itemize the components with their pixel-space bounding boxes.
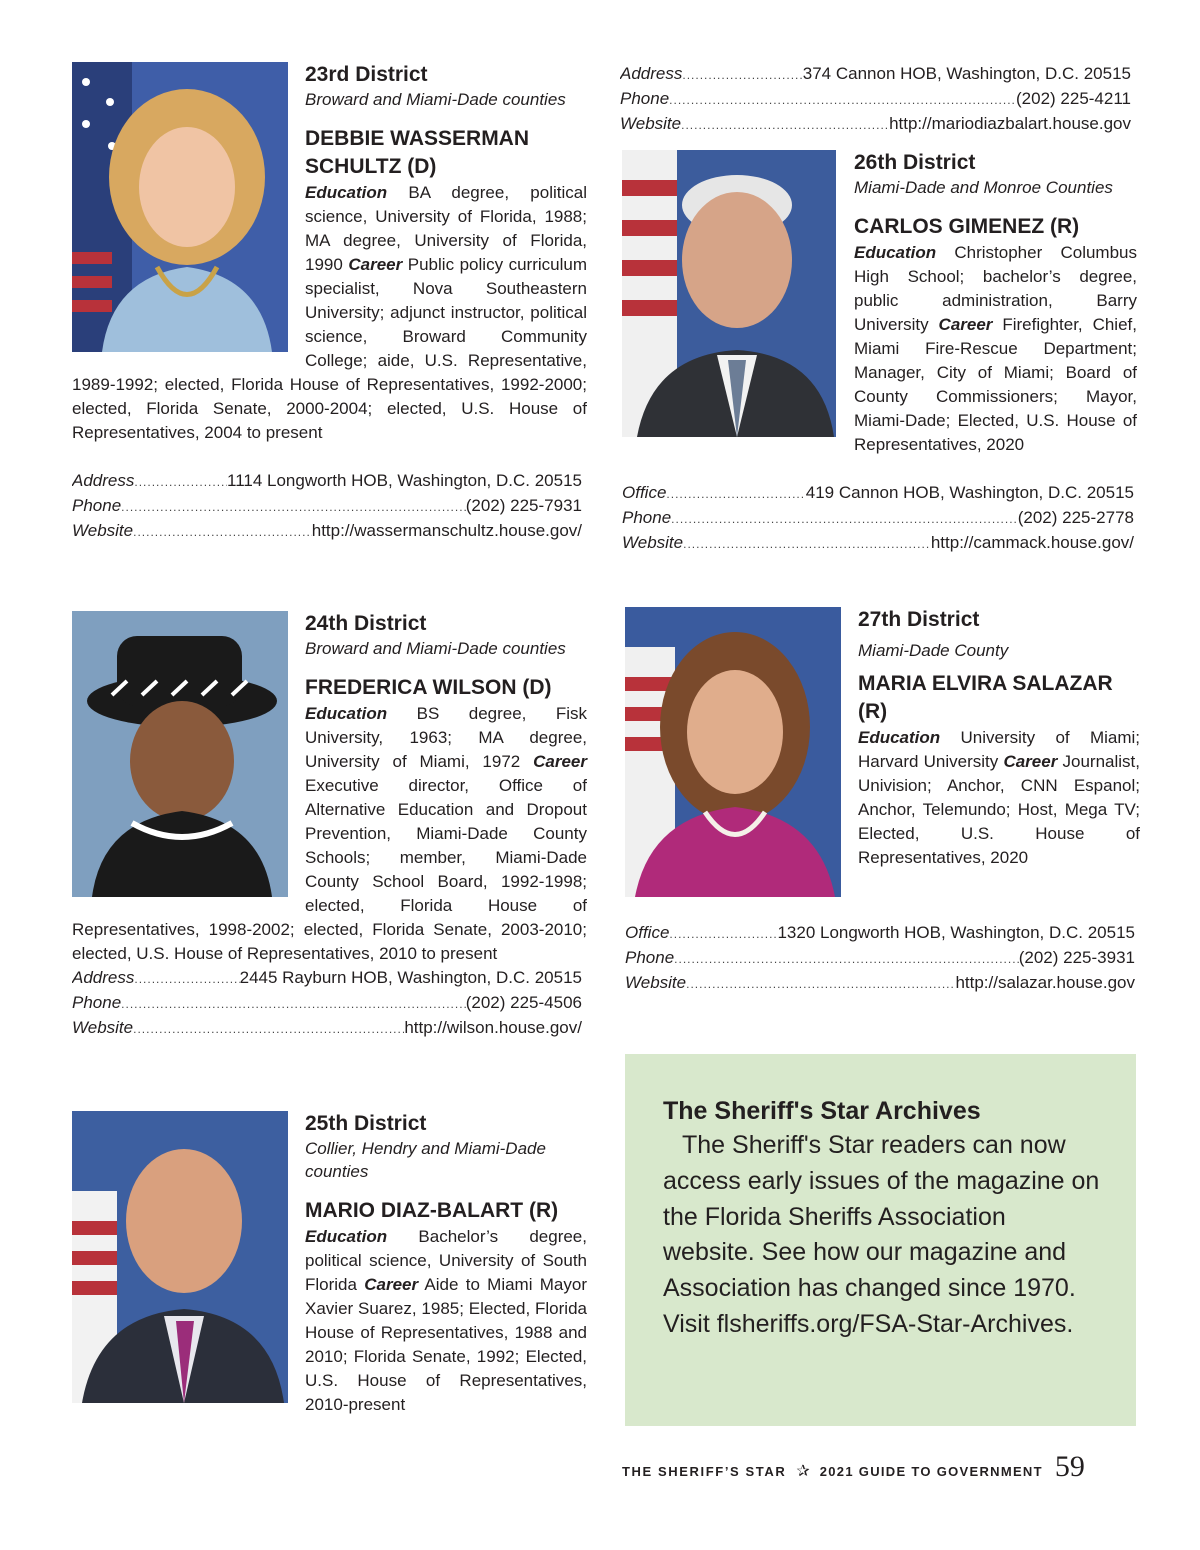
- contact-block: [625, 921, 1135, 996]
- entry-district-26: [622, 150, 1137, 556]
- archives-callout-box: [625, 1054, 1136, 1426]
- career-text: Journalist, Univision; Anchor, CNN Espanol; Anchor, Telemundo; Host, Mega TV; Elected, U.S. House of Representatives, 2020: [858, 752, 1140, 867]
- contact-website[interactable]: Website ..... http://mariodiazbalart.house.gov: [620, 112, 1131, 137]
- career-label: Career: [1003, 752, 1058, 771]
- education-label: Education: [854, 243, 937, 262]
- portrait-photo-wasserman-schultz: [72, 62, 288, 352]
- representative-name: CARLOS GIMENEZ (R): [854, 215, 1080, 238]
- district-title: 24th District: [305, 612, 427, 635]
- archives-body: The Sheriff's Star readers can now access early issues of the magazine on the Florida Sheriffs Association website. See how our magazine and Association has changed since 1970. Visit flsheriffs.org/FSA-Star-Archives.: [663, 1131, 1100, 1338]
- career-label: Career: [364, 1275, 419, 1294]
- career-label: Career: [348, 255, 403, 274]
- page-footer: [622, 1450, 1137, 1483]
- page-number: 59: [1054, 1450, 1085, 1483]
- district-counties: Broward and Miami-Dade counties: [305, 639, 566, 658]
- entry-district-24: [72, 611, 587, 1041]
- district-counties: Miami-Dade and Monroe Counties: [854, 178, 1113, 197]
- district-counties: Broward and Miami-Dade counties: [305, 90, 566, 109]
- contact-website[interactable]: Website ..... http://salazar.house.gov: [625, 971, 1135, 996]
- contact-phone: Phone ..... (202) 225-2778: [622, 506, 1134, 531]
- career-text: Firefighter, Chief, Miami Fire-Rescue Department; Manager, City of Miami; Board of County Commissioners; Mayor, Miami-Dade; Elected, U.S. House of Representatives, 2020: [854, 315, 1137, 454]
- career-label: Career: [533, 752, 587, 771]
- contact-phone: Phone ..... (202) 225-7931: [72, 494, 582, 519]
- magazine-name: THE SHERIFF’S STAR: [622, 1464, 787, 1479]
- portrait-photo-gimenez: [622, 150, 836, 437]
- representative-name: FREDERICA WILSON (D): [305, 676, 552, 699]
- portrait-photo-salazar: [625, 607, 841, 897]
- education-text: BS degree, Fisk University, 1963; MA degree, University of Miami, 1972: [305, 704, 587, 771]
- contact-address: Address ..... 1114 Longworth HOB, Washington, D.C. 20515: [72, 469, 582, 494]
- education-text: Bachelor’s degree, political science, University of South Florida: [305, 1227, 587, 1294]
- career-text: Public policy curriculum specialist, Nova Southeastern University; adjunct instructor, political science, Broward Community College; aide, U.S. Representative, 1989-1992; elected, Florida House of Representatives, 1992-2000; elected, Florida Senate, 2000-2004; elected, U.S. House of Representatives, 2004 to present: [72, 255, 587, 442]
- contact-phone: Phone ..... (202) 225-3931: [625, 946, 1135, 971]
- contact-office: Office ..... 419 Cannon HOB, Washington, D.C. 20515: [622, 481, 1134, 506]
- portrait-photo-diaz-balart: [72, 1111, 288, 1403]
- star-icon: ✰: [796, 1463, 810, 1480]
- contact-website[interactable]: Website ..... http://cammack.house.gov/: [622, 531, 1134, 556]
- district-title: 26th District: [854, 151, 976, 174]
- education-label: Education: [305, 1227, 388, 1246]
- education-text: Christopher Columbus High School; bachelor’s degree, public administration, Barry University: [854, 243, 1137, 334]
- contact-block: [72, 966, 582, 1041]
- representative-name: MARIA ELVIRA SALAZAR (R): [858, 672, 1113, 723]
- entry-district-27: [625, 607, 1140, 996]
- career-label: Career: [938, 315, 993, 334]
- representative-name: DEBBIE WASSERMAN SCHULTZ (D): [305, 127, 530, 178]
- entry-district-25: [72, 1111, 587, 1417]
- education-label: Education: [305, 183, 388, 202]
- representative-name: MARIO DIAZ-BALART (R): [305, 1199, 559, 1222]
- district-title: 27th District: [858, 608, 980, 631]
- contact-block-district-25: [620, 62, 1131, 137]
- education-label: Education: [305, 704, 388, 723]
- contact-website[interactable]: Website ..... http://wassermanschultz.house.gov/: [72, 519, 582, 544]
- guide-title: 2021 GUIDE TO GOVERNMENT: [819, 1464, 1043, 1479]
- contact-address: Address ..... 2445 Rayburn HOB, Washington, D.C. 20515: [72, 966, 582, 991]
- contact-block: [72, 469, 582, 544]
- contact-office: Office ..... 1320 Longworth HOB, Washington, D.C. 20515: [625, 921, 1135, 946]
- district-counties: Miami-Dade County: [858, 641, 1009, 660]
- career-text: Aide to Miami Mayor Xavier Suarez, 1985; Elected, Florida House of Representatives, 1988 and 2010; Florida Senate, 1992; Elected, U.S. House of Representatives, 2010-present: [305, 1275, 587, 1414]
- education-text: University of Miami; Harvard University: [858, 728, 1140, 771]
- education-text: BA degree, political science, University of Florida, 1988; MA degree, University of Florida, 1990: [305, 183, 587, 274]
- career-text: Executive director, Office of Alternative Education and Dropout Prevention, Miami-Dade County Schools; member, Miami-Dade County School Board, 1992-1998; elected, Florida House of Representatives, 1998-2002; elected, Florida Senate, 2003-2010; elected, U.S. House of Representatives, 2010 to present: [72, 776, 587, 963]
- portrait-photo-wilson: [72, 611, 288, 897]
- entry-district-23: [72, 62, 587, 544]
- contact-phone: Phone ..... (202) 225-4211: [620, 87, 1131, 112]
- contact-website[interactable]: Website ..... http://wilson.house.gov/: [72, 1016, 582, 1041]
- district-title: 23rd District: [305, 63, 428, 86]
- district-counties: Collier, Hendry and Miami-Dade counties: [305, 1139, 546, 1181]
- district-title: 25th District: [305, 1112, 427, 1135]
- contact-address: Address ..... 374 Cannon HOB, Washington, D.C. 20515: [620, 62, 1131, 87]
- contact-block: [622, 481, 1134, 556]
- contact-phone: Phone ..... (202) 225-4506: [72, 991, 582, 1016]
- archives-title: The Sheriff's Star Archives: [663, 1097, 981, 1125]
- education-label: Education: [858, 728, 941, 747]
